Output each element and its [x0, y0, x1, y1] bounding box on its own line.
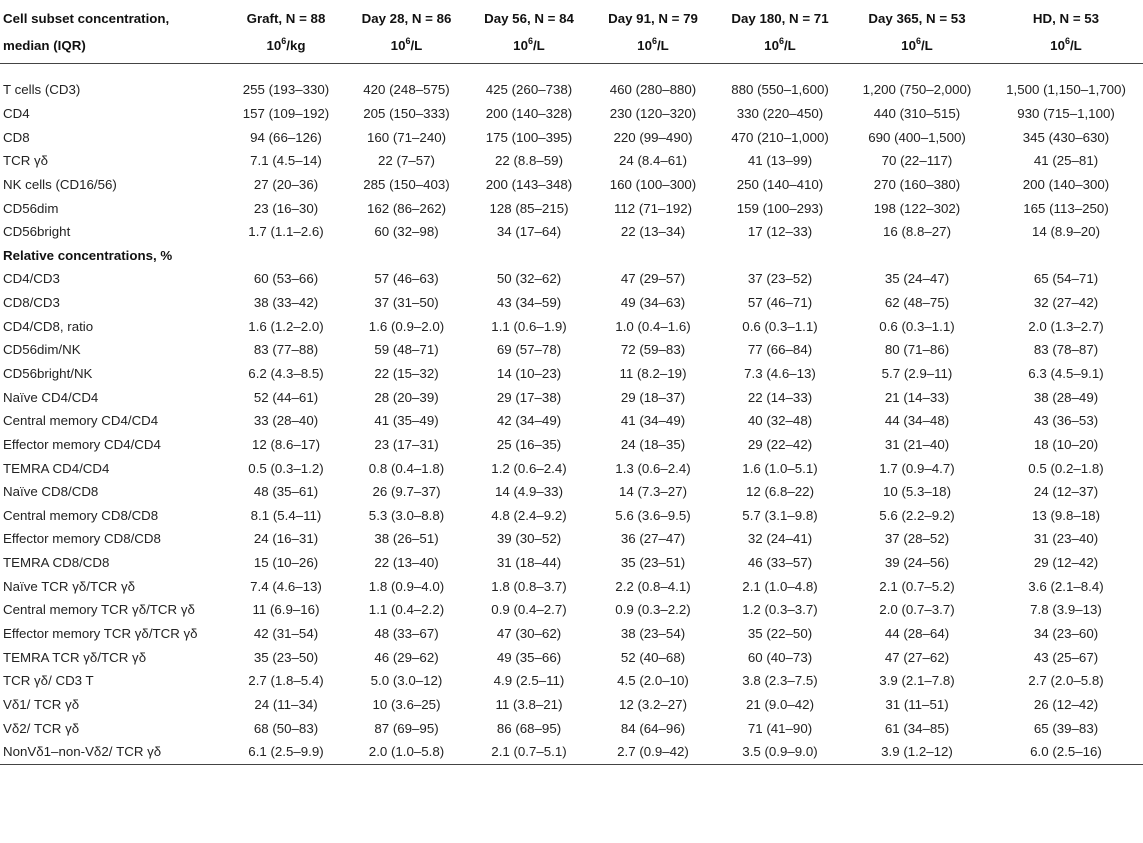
value-cell: 44 (34–48) [884, 413, 950, 429]
spacer-row [0, 64, 1143, 79]
value-cell: 1.6 (1.2–2.0) [248, 318, 324, 334]
table-row [0, 102, 1143, 126]
value-cell: 2.7 (2.0–5.8) [1028, 673, 1104, 689]
value-cell: 345 (430–630) [1022, 129, 1110, 145]
value-cell: 17 (12–33) [747, 224, 813, 240]
value-cell: 70 (22–117) [881, 153, 953, 169]
value-cell: 0.9 (0.3–2.2) [615, 602, 691, 618]
value-cell: 880 (550–1,600) [731, 82, 829, 98]
value-cell: 14 (8.9–20) [1031, 224, 1100, 240]
value-cell: 47 (29–57) [620, 271, 686, 287]
value-cell: 34 (23–60) [1033, 626, 1099, 642]
value-cell: 84 (64–96) [620, 720, 686, 736]
table-row [0, 409, 1143, 433]
unit-day91: $10^6/L$ [591, 32, 715, 64]
value-cell: 23 (16–30) [253, 200, 319, 216]
value-cell: 11 (6.9–16) [252, 602, 320, 618]
value-cell: 23 (17–31) [374, 436, 439, 452]
table-row [0, 574, 1143, 598]
value-cell: 39 (24–56) [884, 555, 950, 571]
value-cell: 14 (4.9–33) [494, 484, 563, 500]
table-row [0, 551, 1143, 575]
value-cell: 198 (122–302) [873, 200, 961, 216]
value-cell: 11 (3.8–21) [495, 696, 563, 712]
row-label: Central memory CD4/CD4 [3, 413, 159, 429]
value-cell: 4.9 (2.5–11) [493, 673, 565, 689]
value-cell: 12 (3.2–27) [618, 696, 687, 712]
value-cell: 29 (22–42) [747, 436, 813, 452]
value-cell: 43 (25–67) [1033, 649, 1099, 665]
header-row-titles [0, 0, 1143, 32]
value-cell: 77 (66–84) [747, 342, 813, 358]
value-cell: 15 (10–26) [253, 555, 319, 571]
row-label: CD4/CD3 [3, 271, 60, 287]
value-cell: 2.0 (1.0–5.8) [346, 740, 467, 764]
value-cell: 49 (35–66) [496, 649, 562, 665]
value-cell: 21 (9.0–42) [745, 696, 814, 712]
value-cell: 57 (46–71) [747, 295, 813, 311]
value-cell: 21 (14–33) [884, 389, 950, 405]
value-cell: 46 (29–62) [374, 649, 439, 665]
value-cell: 270 (160–380) [873, 176, 961, 192]
value-cell: 6.2 (4.3–8.5) [248, 366, 324, 381]
value-cell: 50 (32–62) [496, 271, 562, 287]
table-row [0, 220, 1143, 244]
value-cell: 1,200 (750–2,000) [862, 82, 972, 98]
value-cell: 25 (16–35) [496, 436, 562, 452]
table-row [0, 196, 1143, 220]
value-cell: 3.9 (1.2–12) [845, 740, 989, 764]
value-cell: 37 (23–52) [747, 271, 813, 287]
value-cell: 330 (220–450) [736, 105, 824, 121]
value-cell: 10 (3.6–25) [372, 696, 441, 712]
row-label: TEMRA CD4/CD4 [3, 460, 110, 476]
column-header-day56: Day 56, N = 84 [484, 11, 574, 26]
value-cell: 68 (50–83) [253, 720, 319, 736]
value-cell: 1.1 (0.6–1.9) [491, 318, 567, 334]
value-cell: 128 (85–215) [489, 200, 569, 216]
value-cell: 35 (23–50) [253, 649, 319, 665]
table-row [0, 622, 1143, 646]
value-cell: 200 (143–348) [485, 176, 573, 192]
value-cell: 41 (35–49) [374, 413, 439, 429]
column-header-hd: HD, N = 53 [1032, 11, 1100, 26]
value-cell: 3.9 (2.1–7.8) [879, 673, 955, 689]
value-cell: 36 (27–47) [620, 531, 686, 547]
value-cell: 87 (69–95) [374, 720, 439, 736]
table-row [0, 267, 1143, 291]
table-row [0, 173, 1143, 197]
value-cell: 41 (34–49) [620, 413, 686, 429]
value-cell: 42 (34–49) [496, 413, 562, 429]
value-cell: 62 (48–75) [884, 295, 950, 311]
value-cell: 47 (27–62) [884, 649, 950, 665]
value-cell: 5.6 (3.6–9.5) [615, 507, 691, 523]
value-cell: 425 (260–738) [485, 82, 573, 98]
value-cell: 26 (9.7–37) [372, 484, 441, 500]
value-cell: 94 (66–126) [250, 129, 322, 145]
section-header-row [0, 243, 1143, 267]
value-cell: 5.7 (2.9–11) [881, 366, 953, 381]
row-label: NonVδ1–non-Vδ2/ TCR γδ [0, 740, 226, 764]
value-cell: 1.6 (0.9–2.0) [368, 318, 445, 334]
value-cell: 2.1 (0.7–5.2) [879, 578, 955, 594]
row-label: Effector memory CD8/CD8 [3, 531, 161, 547]
row-label: CD8/CD3 [3, 295, 60, 311]
value-cell: 32 (27–42) [1033, 295, 1099, 311]
value-cell: 22 (15–32) [374, 366, 439, 381]
value-cell: 59 (48–71) [374, 342, 439, 358]
value-cell: 83 (77–88) [253, 342, 319, 358]
value-cell: 1.2 (0.3–3.7) [742, 602, 818, 618]
value-cell: 16 (8.8–27) [882, 224, 951, 240]
unit-hd: $10^6/L$ [989, 32, 1143, 64]
unit-day180: $10^6/L$ [715, 32, 845, 64]
value-cell: 112 (71–192) [613, 200, 693, 216]
row-label: T cells (CD3) [3, 82, 81, 98]
value-cell: 38 (23–54) [620, 626, 686, 642]
table-body [0, 64, 1143, 765]
value-cell: 690 (400–1,500) [868, 129, 966, 145]
value-cell: 86 (68–95) [496, 720, 562, 736]
value-cell: 38 (28–49) [1033, 389, 1099, 405]
value-cell: 3.8 (2.3–7.5) [742, 673, 818, 689]
value-cell: 0.8 (0.4–1.8) [368, 460, 445, 476]
column-header-graft: Graft, N = 88 [246, 11, 326, 26]
value-cell: 220 (99–490) [613, 129, 693, 145]
value-cell: 8.1 (5.4–11) [250, 507, 322, 523]
value-cell: 69 (57–78) [496, 342, 562, 358]
value-cell: 2.7 (1.8–5.4) [248, 673, 324, 689]
value-cell: 1.3 (0.6–2.4) [615, 460, 691, 476]
value-cell: 61 (34–85) [884, 720, 950, 736]
value-cell: 285 (150–403) [363, 176, 450, 192]
value-cell: 40 (32–48) [747, 413, 813, 429]
value-cell: 48 (35–61) [253, 484, 319, 500]
table-row [0, 433, 1143, 457]
value-cell: 230 (120–320) [609, 105, 697, 121]
value-cell: 60 (40–73) [747, 649, 813, 665]
value-cell: 205 (150–333) [363, 105, 450, 121]
value-cell: 7.1 (4.5–14) [250, 153, 322, 169]
value-cell: 0.5 (0.2–1.8) [1028, 460, 1104, 476]
table-row [0, 716, 1143, 740]
value-cell: 5.6 (2.2–9.2) [879, 507, 955, 523]
value-cell: 47 (30–62) [496, 626, 562, 642]
value-cell: 37 (31–50) [374, 295, 439, 311]
value-cell: 22 (14–33) [747, 389, 813, 405]
value-cell: 1.2 (0.6–2.4) [491, 460, 567, 476]
value-cell: 0.6 (0.3–1.1) [742, 318, 818, 334]
section-title-relative: Relative concentrations, % [3, 247, 173, 263]
table-row [0, 291, 1143, 315]
row-label: NK cells (CD16/56) [3, 176, 117, 192]
header-label-line1: Cell subset concentration, [3, 11, 170, 26]
value-cell: 930 (715–1,100) [1017, 105, 1115, 121]
value-cell: 2.1 (0.7–5.1) [467, 740, 591, 764]
value-cell: 175 (100–395) [485, 129, 573, 145]
value-cell: 162 (86–262) [366, 200, 447, 216]
value-cell: 5.0 (3.0–12) [370, 673, 443, 689]
value-cell: 49 (34–63) [620, 295, 686, 311]
value-cell: 71 (41–90) [747, 720, 813, 736]
value-cell: 160 (100–300) [609, 176, 697, 192]
value-cell: 22 (7–57) [378, 153, 435, 169]
value-cell: 200 (140–300) [1022, 176, 1110, 192]
value-cell: 5.7 (3.1–9.8) [742, 507, 818, 523]
value-cell: 52 (44–61) [253, 389, 319, 405]
value-cell: 1.8 (0.8–3.7) [491, 578, 567, 594]
value-cell: 44 (28–64) [884, 626, 950, 642]
value-cell: 32 (24–41) [747, 531, 813, 547]
value-cell: 1.7 (0.9–4.7) [879, 460, 955, 476]
value-cell: 38 (26–51) [374, 531, 439, 547]
table-header [0, 0, 1143, 64]
value-cell: 46 (33–57) [747, 555, 813, 571]
value-cell: 60 (53–66) [253, 271, 319, 287]
value-cell: 165 (113–250) [1023, 200, 1109, 216]
table-row [0, 149, 1143, 173]
value-cell: 2.0 (1.3–2.7) [1028, 318, 1104, 334]
table-row [0, 527, 1143, 551]
row-label: CD8 [3, 129, 30, 145]
table-row [0, 78, 1143, 102]
row-label: Vδ1/ TCR γδ [3, 696, 80, 712]
row-label: Vδ2/ TCR γδ [3, 720, 80, 736]
value-cell: 157 (109–192) [242, 105, 330, 121]
value-cell: 22 (13–34) [620, 224, 686, 240]
value-cell: 24 (8.4–61) [618, 153, 687, 169]
value-cell: 31 (23–40) [1033, 531, 1099, 547]
value-cell: 250 (140–410) [736, 176, 824, 192]
value-cell: 22 (13–40) [374, 555, 439, 571]
row-label: CD56dim [3, 200, 59, 216]
row-label: Central memory TCR γδ/TCR γδ [3, 602, 195, 618]
value-cell: 3.6 (2.1–8.4) [1028, 578, 1104, 594]
value-cell: 60 (32–98) [374, 224, 439, 240]
row-label: Naïve TCR γδ/TCR γδ [3, 578, 136, 594]
value-cell: 22 (8.8–59) [494, 153, 563, 169]
value-cell: 2.0 (0.7–3.7) [879, 602, 955, 618]
value-cell: 470 (210–1,000) [731, 129, 829, 145]
value-cell: 80 (71–86) [884, 342, 950, 358]
value-cell: 1.6 (1.0–5.1) [742, 460, 818, 476]
row-label: CD56dim/NK [3, 342, 81, 358]
value-cell: 1.7 (1.1–2.6) [248, 224, 324, 240]
value-cell: 3.5 (0.9–9.0) [715, 740, 845, 764]
table-row [0, 362, 1143, 386]
value-cell: 7.4 (4.6–13) [250, 578, 322, 594]
table-row [0, 740, 1143, 764]
value-cell: 29 (12–42) [1033, 555, 1099, 571]
row-label: Naïve CD4/CD4 [3, 389, 99, 405]
value-cell: 255 (193–330) [242, 82, 330, 98]
value-cell: 6.0 (2.5–16) [989, 740, 1143, 764]
value-cell: 24 (12–37) [1033, 484, 1099, 500]
value-cell: 18 (10–20) [1033, 436, 1099, 452]
value-cell: 41 (25–81) [1033, 153, 1099, 169]
table-row [0, 338, 1143, 362]
value-cell: 13 (9.8–18) [1031, 507, 1100, 523]
value-cell: 200 (140–328) [485, 105, 573, 121]
value-cell: 43 (36–53) [1033, 413, 1099, 429]
column-header-day91: Day 91, N = 79 [608, 11, 698, 26]
column-header-day28: Day 28, N = 86 [361, 11, 452, 26]
value-cell: 31 (11–51) [885, 696, 949, 712]
row-label: Central memory CD8/CD8 [3, 507, 159, 523]
table-row [0, 504, 1143, 528]
unit-graft: $10^6/kg$ [226, 32, 346, 64]
row-label: Effector memory TCR γδ/TCR γδ [3, 626, 198, 642]
value-cell: 14 (10–23) [496, 366, 562, 381]
table-row [0, 385, 1143, 409]
table-row [0, 693, 1143, 717]
value-cell: 41 (13–99) [747, 153, 813, 169]
value-cell: 31 (21–40) [884, 436, 950, 452]
value-cell: 29 (17–38) [496, 389, 562, 405]
row-label: TEMRA TCR γδ/TCR γδ [3, 649, 147, 665]
value-cell: 14 (7.3–27) [618, 484, 687, 500]
value-cell: 26 (12–42) [1033, 696, 1099, 712]
value-cell: 65 (54–71) [1033, 271, 1099, 287]
value-cell: 52 (40–68) [620, 649, 686, 665]
value-cell: 31 (18–44) [496, 555, 562, 571]
value-cell: 6.3 (4.5–9.1) [1028, 366, 1104, 381]
value-cell: 10 (5.3–18) [882, 484, 951, 500]
table-row [0, 480, 1143, 504]
value-cell: 440 (310–515) [873, 105, 961, 121]
table-row [0, 645, 1143, 669]
value-cell: 35 (22–50) [747, 626, 813, 642]
row-label: CD4 [3, 105, 30, 121]
value-cell: 12 (6.8–22) [745, 484, 814, 500]
value-cell: 35 (23–51) [620, 555, 686, 571]
value-cell: 37 (28–52) [884, 531, 950, 547]
header-label-line2: median (IQR) [0, 32, 226, 64]
value-cell: 460 (280–880) [609, 82, 697, 98]
value-cell: 0.9 (0.4–2.7) [491, 602, 567, 618]
row-label: CD56bright [3, 224, 71, 240]
value-cell: 4.5 (2.0–10) [617, 673, 689, 689]
value-cell: 2.7 (0.9–42) [591, 740, 715, 764]
column-header-day180: Day 180, N = 71 [731, 11, 829, 26]
column-header-day365: Day 365, N = 53 [868, 11, 966, 26]
value-cell: 34 (17–64) [496, 224, 562, 240]
value-cell: 24 (18–35) [620, 436, 686, 452]
value-cell: 24 (16–31) [253, 531, 319, 547]
value-cell: 2.2 (0.8–4.1) [615, 578, 691, 594]
row-label: TCR γδ/ CD3 T [3, 673, 94, 689]
value-cell: 4.8 (2.4–9.2) [491, 507, 567, 523]
table-row [0, 598, 1143, 622]
unit-day56: $10^6/L$ [467, 32, 591, 64]
table-row [0, 456, 1143, 480]
spacer-cell [0, 64, 1143, 79]
value-cell: 57 (46–63) [374, 271, 439, 287]
value-cell: 1.1 (0.4–2.2) [368, 602, 445, 618]
value-cell: 6.1 (2.5–9.9) [226, 740, 346, 764]
value-cell: 160 (71–240) [366, 129, 447, 145]
row-label: CD56bright/NK [3, 366, 93, 381]
row-label: Effector memory CD4/CD4 [3, 436, 161, 452]
row-label: TCR γδ [3, 153, 49, 169]
value-cell: 0.6 (0.3–1.1) [879, 318, 955, 334]
value-cell: 420 (248–575) [363, 82, 450, 98]
value-cell: 0.5 (0.3–1.2) [248, 460, 324, 476]
value-cell: 83 (78–87) [1033, 342, 1099, 358]
row-label: Naïve CD8/CD8 [3, 484, 99, 500]
value-cell: 33 (28–40) [253, 413, 319, 429]
row-label: CD4/CD8, ratio [3, 318, 94, 334]
value-cell: 11 (8.2–19) [619, 366, 687, 381]
value-cell: 1.8 (0.9–4.0) [368, 578, 445, 594]
value-cell: 159 (100–293) [736, 200, 824, 216]
value-cell: 39 (30–52) [496, 531, 562, 547]
value-cell: 72 (59–83) [620, 342, 686, 358]
value-cell: 1.0 (0.4–1.6) [615, 318, 691, 334]
table-row [0, 125, 1143, 149]
value-cell: 27 (20–36) [253, 176, 319, 192]
value-cell: 65 (39–83) [1033, 720, 1099, 736]
value-cell: 43 (34–59) [496, 295, 562, 311]
value-cell: 42 (31–54) [253, 626, 319, 642]
unit-day28: $10^6/L$ [346, 32, 467, 64]
value-cell: 29 (18–37) [620, 389, 686, 405]
value-cell: 2.1 (1.0–4.8) [742, 578, 818, 594]
value-cell: 48 (33–67) [374, 626, 439, 642]
row-label: TEMRA CD8/CD8 [3, 555, 110, 571]
table-row [0, 669, 1143, 693]
value-cell: 1,500 (1,150–1,700) [1006, 82, 1126, 98]
value-cell: 28 (20–39) [374, 389, 439, 405]
value-cell: 7.3 (4.6–13) [744, 366, 816, 381]
header-row-units [0, 32, 1143, 64]
table-row [0, 314, 1143, 338]
value-cell: 35 (24–47) [884, 271, 950, 287]
value-cell: 5.3 (3.0–8.8) [368, 507, 445, 523]
value-cell: 7.8 (3.9–13) [1030, 602, 1102, 618]
value-cell: 24 (11–34) [254, 696, 318, 712]
value-cell: 12 (8.6–17) [251, 436, 320, 452]
value-cell: 38 (33–42) [253, 295, 319, 311]
unit-day365: $10^6/L$ [845, 32, 989, 64]
